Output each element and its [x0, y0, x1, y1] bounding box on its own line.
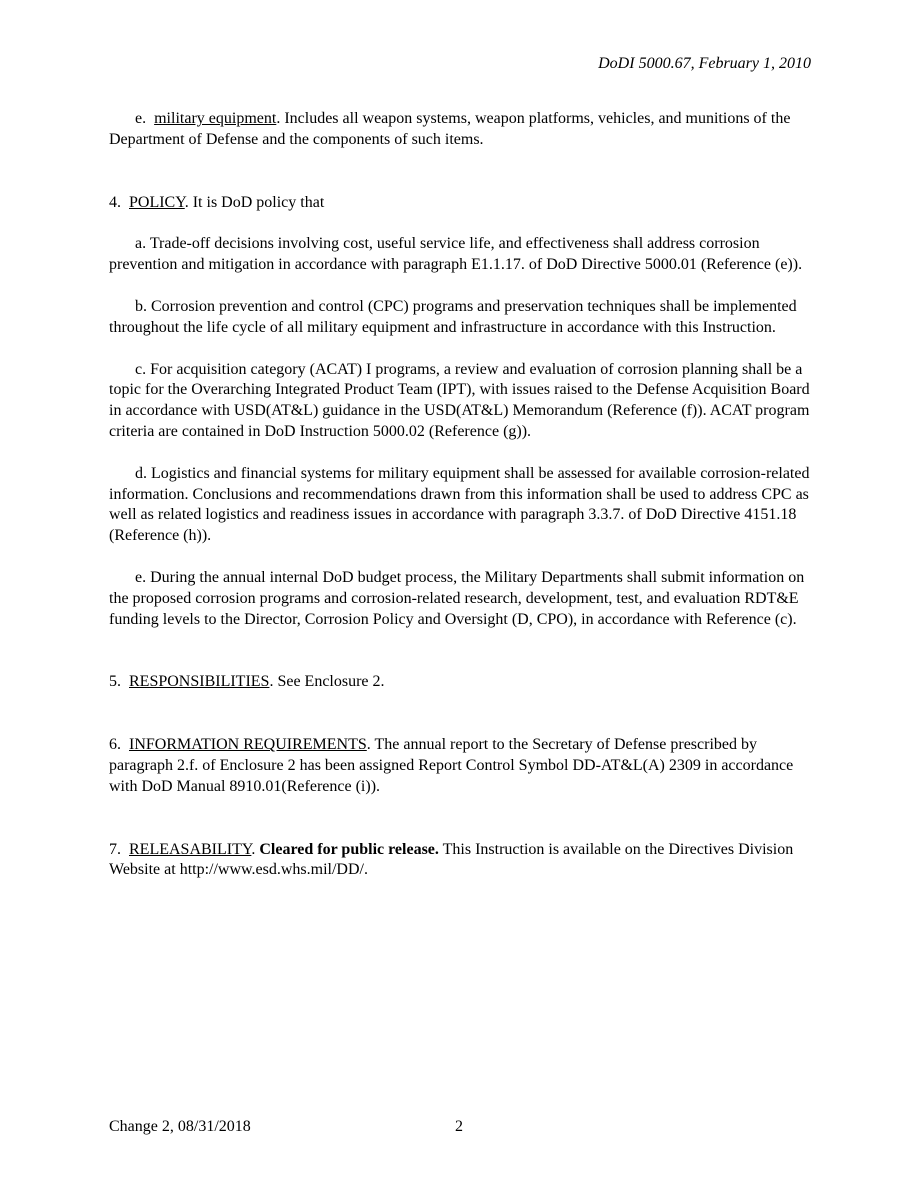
definition-text: . Includes all weapon systems, weapon platforms, vehicles, and munitions of the Department of Defense and the components of such items.	[109, 110, 791, 148]
section-separator: .	[251, 840, 260, 858]
change-notice: Change 2, 08/31/2018	[109, 1118, 251, 1135]
definition-military-equipment	[109, 109, 815, 151]
policy-item-e: e. During the annual internal DoD budget process, the Military Departments shall submit information on the proposed corrosion programs and corrosion-related research, development, test, and evaluation RDT&E funding levels to the Director, Corrosion Policy and Oversight (D, CPO), in accordance with Reference (c).	[109, 568, 805, 628]
policy-item-d: d. Logistics and financial systems for military equipment shall be assessed for available corrosion-related information. Conclusions and recommendations drawn from this information shall be used to address CPC as well as related logistics and readiness issues in accordance with paragraph 3.3.7. of DoD Directive 4151.18 (Reference (h)).	[109, 464, 810, 545]
section-title: RELEASABILITY	[129, 840, 252, 858]
section-text: . The annual report to the Secretary of Defense prescribed by paragraph 2.f. of Enclosure 2 has been assigned Report Control Symbol DD-AT&L(A) 2309 in accordance with DoD Manual 8910.01(Reference (i)).	[109, 736, 794, 795]
section-text: This Instruction is available on the Directives Division Website at http://www.esd.whs.mil/DD/.	[109, 840, 794, 879]
section-number: 4.	[109, 193, 121, 211]
page-number: 2	[455, 1118, 463, 1135]
section-releasability	[109, 840, 815, 882]
policy-item-b: b. Corrosion prevention and control (CPC) programs and preservation techniques shall be implemented throughout the life cycle of all military equipment and infrastructure in accordance with this Instruction.	[109, 297, 797, 336]
section-text: . See Enclosure 2.	[269, 673, 385, 691]
release-statement: Cleared for public release.	[259, 840, 439, 858]
section-policy-heading	[109, 193, 815, 214]
section-number: 7.	[109, 840, 121, 858]
section-title: POLICY	[129, 193, 185, 211]
section-number: 5.	[109, 673, 121, 691]
section-information-requirements	[109, 735, 815, 797]
section-number: 6.	[109, 736, 121, 754]
section-responsibilities	[109, 672, 815, 693]
definition-label: e.	[135, 110, 147, 127]
policy-item-a: a. Trade-off decisions involving cost, useful service life, and effectiveness shall address corrosion prevention and mitigation in accordance with paragraph E1.1.17. of DoD Directive 5000.01 (Reference (e)).	[109, 235, 803, 274]
definition-term: military equipment	[154, 110, 277, 127]
section-title: INFORMATION REQUIREMENTS	[129, 736, 367, 754]
document-body	[109, 109, 815, 881]
policy-item-c: c. For acquisition category (ACAT) I programs, a review and evaluation of corrosion planning shall be a topic for the Overarching Integrated Product Team (IPT), with issues raised to the Defense Acquisition Board in accordance with USD(AT&L) guidance in the USD(AT&L) Memorandum (Reference (f)). ACAT program criteria are contained in DoD Instruction 5000.02 (Reference (g)).	[109, 360, 810, 440]
section-intro: . It is DoD policy that	[184, 193, 325, 211]
page-header: DoDI 5000.67, February 1, 2010	[598, 55, 811, 72]
section-title: RESPONSIBILITIES	[129, 673, 270, 691]
